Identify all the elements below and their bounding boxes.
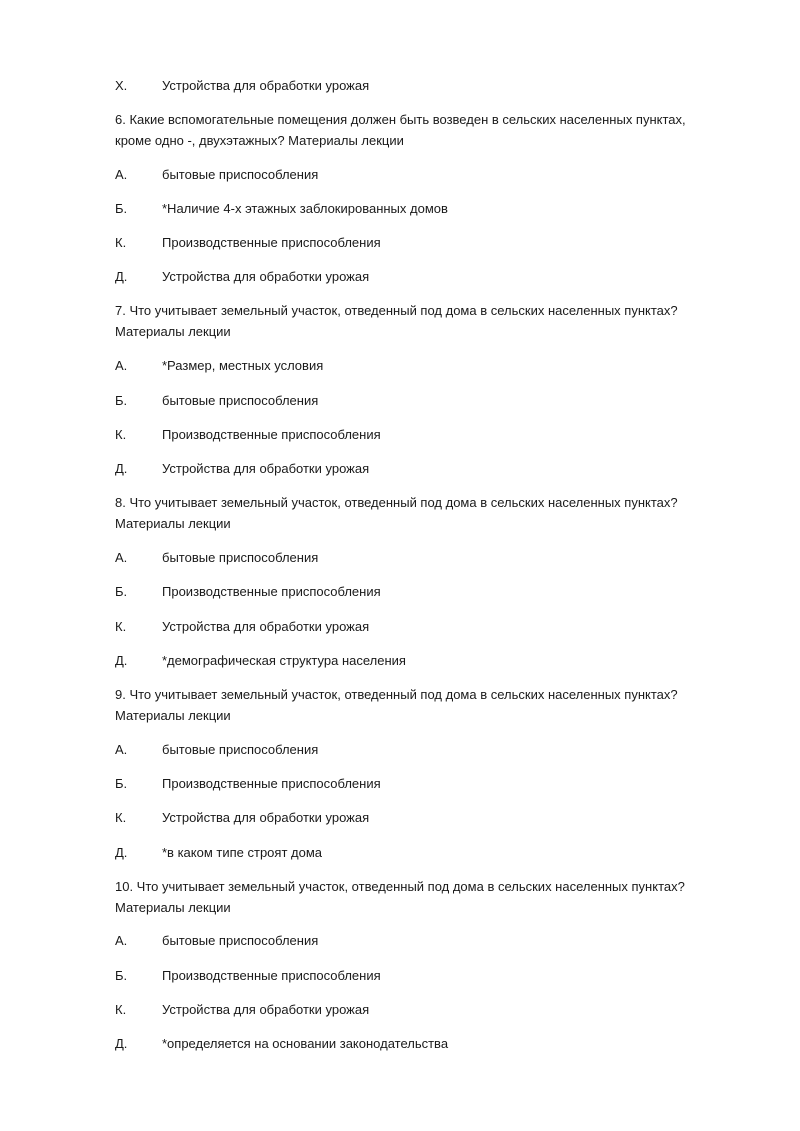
question-8: 8. Что учитывает земельный участок, отведенный под дома в сельских населенных пунктах? Материалы лекции [115, 495, 678, 531]
option-letter: К. [115, 235, 127, 250]
option-text: Устройства для обработки урожая [162, 269, 370, 284]
q6-option-k [115, 232, 715, 253]
q8-option-d [115, 650, 715, 671]
option-letter: Б. [115, 393, 128, 408]
option-text: Устройства для обработки урожая [162, 461, 370, 476]
option-text: *определяется на основании законодательства [162, 1036, 449, 1051]
option-letter: А. [115, 933, 128, 948]
q9-option-b [115, 773, 715, 794]
option-text: бытовые приспособления [162, 742, 319, 757]
option-letter: А. [115, 550, 128, 565]
q10-option-a [115, 930, 715, 951]
option-letter: Д. [115, 653, 128, 668]
option-letter: А. [115, 358, 128, 373]
q7-option-d [115, 458, 715, 479]
option-letter: А. [115, 167, 128, 182]
option-letter: Б. [115, 584, 128, 599]
option-letter: Д. [115, 1036, 128, 1051]
option-text: Производственные приспособления [162, 235, 381, 250]
q10-option-k [115, 999, 715, 1020]
option-text: *в каком типе строят дома [162, 845, 322, 860]
option-text: *демографическая структура населения [162, 653, 406, 668]
q6-option-a [115, 164, 715, 185]
option-text: бытовые приспособления [162, 167, 319, 182]
option-text: Устройства для обработки урожая [162, 78, 370, 93]
q9-option-d [115, 842, 715, 863]
q6-option-d [115, 266, 715, 287]
option-text: Устройства для обработки урожая [162, 810, 370, 825]
option-text: *Размер, местных условия [162, 358, 324, 373]
option-text: Производственные приспособления [162, 584, 381, 599]
option-letter: Х. [115, 78, 128, 93]
option-letter: Б. [115, 776, 128, 791]
question-6: 6. Какие вспомогательные помещения должен быть возведен в сельских населенных пунктах, кроме одно -, двухэтажных? Материалы лекции [115, 112, 686, 148]
option-letter: Д. [115, 269, 128, 284]
option-text: Производственные приспособления [162, 968, 381, 983]
q9-option-k [115, 807, 715, 828]
question-9: 9. Что учитывает земельный участок, отведенный под дома в сельских населенных пунктах? Материалы лекции [115, 687, 678, 723]
option-text: бытовые приспособления [162, 933, 319, 948]
option-letter: К. [115, 1002, 127, 1017]
option-text: Производственные приспособления [162, 776, 381, 791]
option-letter: К. [115, 427, 127, 442]
option-letter: Д. [115, 461, 128, 476]
option-text: бытовые приспособления [162, 393, 319, 408]
option-letter: Б. [115, 968, 128, 983]
q8-option-k [115, 616, 715, 637]
option-letter: К. [115, 810, 127, 825]
q10-option-b [115, 965, 715, 986]
option-letter: Б. [115, 201, 128, 216]
option-letter: К. [115, 619, 127, 634]
option-text: Устройства для обработки урожая [162, 1002, 370, 1017]
q9-option-a [115, 739, 715, 760]
q7-option-b [115, 390, 715, 411]
option-text: бытовые приспособления [162, 550, 319, 565]
q8-option-b [115, 581, 715, 602]
q6-option-b [115, 198, 715, 219]
question-10: 10. Что учитывает земельный участок, отведенный под дома в сельских населенных пунктах? Материалы лекции [115, 879, 685, 915]
option-letter: А. [115, 742, 128, 757]
q8-option-a [115, 547, 715, 568]
option-letter: Д. [115, 845, 128, 860]
q7-option-a [115, 355, 715, 376]
q10-option-d [115, 1033, 715, 1054]
option-text: *Наличие 4-х этажных заблокированных домов [162, 201, 448, 216]
option-text: Устройства для обработки урожая [162, 619, 370, 634]
q7-option-k [115, 424, 715, 445]
option-top [115, 75, 715, 96]
option-text: Производственные приспособления [162, 427, 381, 442]
question-7: 7. Что учитывает земельный участок, отведенный под дома в сельских населенных пунктах? Материалы лекции [115, 303, 678, 339]
